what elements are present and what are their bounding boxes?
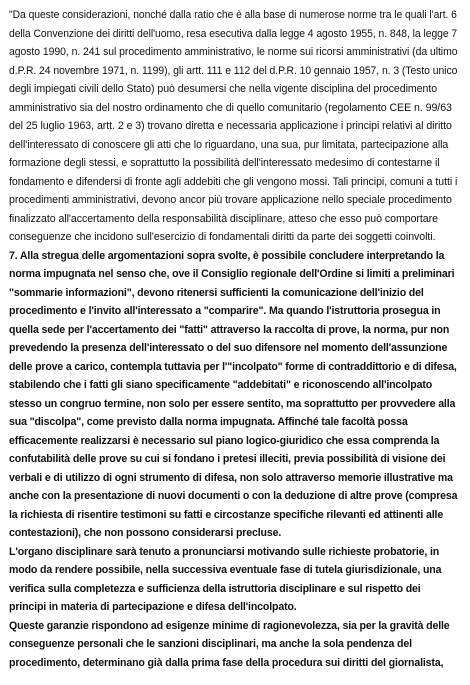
- text-line: Queste garanzie rispondono ad esigenze minime di ragionevolezza, sia per la gravità delle: [9, 619, 450, 632]
- text-line: del 25 luglio 1963, artt. 2 e 3) trovano diretta e necessaria applicazione i principi relativi al diritto: [9, 120, 452, 132]
- paragraph-garanzie: [9, 617, 457, 673]
- text-line: verbali e di utilizzo di ogni strumento di difesa, non solo attraverso memorie illustrative ma: [9, 471, 453, 484]
- text-line: fondamento e difendersi di fronte agli addebiti che gli vengono mossi. Tali principi, comuni a tutti i: [9, 175, 458, 188]
- text-line: verifica sulla completezza e sufficienza della istruttoria disciplinare e sul rispetto dei: [9, 582, 421, 595]
- text-line: prevedendo la presenza dell'interessato o del suo difensore nel momento dell'assunzione: [9, 342, 448, 354]
- text-line: stabilendo che i fatti gli siano specificamente "addebitati" e riconoscendo all'incolpato: [9, 379, 433, 391]
- paragraph-organo: [9, 543, 457, 617]
- text-line: 7. Alla stregua delle argomentazioni sopra svolte, è possibile concludere interpretando la: [9, 249, 445, 262]
- text-line: sua "discolpa", come previsto dalla norma impugnata. Affinché tale facoltà possa: [9, 416, 408, 428]
- text-line: stesso un congruo termine, non solo per essere sentito, ma soprattutto per provvedere alla: [9, 397, 456, 410]
- text-line: formazione degli stessi, e soprattutto la possibilità dell'interessato medesimo di contestarne il: [9, 157, 440, 169]
- text-line: delle prove a carico, contempla tuttavia per l'"incolpato" forme di contraddittorio e di difesa,: [9, 360, 457, 373]
- text-line: dell'interessato di conoscere gli atti che lo riguardano, una sua, pur limitata, partecipazione alla: [9, 138, 449, 151]
- text-line: procedimento e l'invito all'interessato a "comparire". Ma quando l'istruttoria prosegua in: [9, 305, 441, 317]
- text-line: principi in materia di partecipazione e difesa dell'incolpato.: [9, 601, 297, 613]
- text-line: degli impiegati civili dello Stato) può desumersi che nella vigente disciplina del procedimento: [9, 83, 438, 95]
- text-line: amministrativo sia del nostro ordinamento che di quello comunitario (regolamento CEE n. 99/63: [9, 101, 452, 114]
- text-line: L'organo disciplinare sarà tenuto a pronunciarsi motivando sulle richieste probatorie, in: [9, 545, 440, 558]
- text-line: "Da queste considerazioni, nonché dalla ratio che è alla base di numerose norme tra le quali l'art. 6: [9, 9, 457, 21]
- text-line: contestazioni), che non possono considerarsi precluse.: [9, 527, 282, 539]
- text-line: conseguenze che incidono sull'esercizio di fondamentali diritti da parte dei soggetti coinvolti.: [9, 231, 436, 243]
- text-line: procedimento, determinano già dalla prima fase della procedura sui diritti del giornalista,: [9, 656, 444, 669]
- text-line: modo da rendere possibile, nella successiva eventuale fase di tutela giurisdizionale, una: [9, 564, 442, 576]
- text-line: norma impugnata nel senso che, ove il Consiglio regionale dell'Ordine si limiti a preliminari: [9, 268, 455, 280]
- text-line: d.P.R. 24 novembre 1971, n. 1199), gli artt. 111 e 112 del d.P.R. 10 gennaio 1957, n. 3 (Testo unico: [9, 64, 458, 77]
- text-line: confutabilità delle prove su cui si fondano i pretesi illeciti, previa possibilità di visione dei: [9, 453, 446, 465]
- document-page: [9, 6, 457, 672]
- text-line: della Convenzione dei diritti dell'uomo, resa esecutiva dalla legge 4 agosto 1955, n. 848, la legge 7: [9, 27, 458, 40]
- text-line: la richiesta di risentire testimoni su fatti e circostanze specifiche rilevanti ed attinenti alle: [9, 508, 444, 521]
- text-line: anche con la presentazione di nuovi documenti o con la deduzione di altre prove (compresa: [9, 490, 458, 502]
- paragraph-quote: [9, 6, 457, 247]
- text-line: agosto 1990, n. 241 sul procedimento amministrativo, le norme sui ricorsi amministrativi (da ultimo: [9, 46, 458, 58]
- text-line: quella sede per l'accertamento dei "fatti" attraverso la raccolta di prove, la norma, pur non: [9, 323, 450, 336]
- text-line: finalizzato all'accertamento della responsabilità disciplinare, atteso che esso può comportare: [9, 212, 438, 225]
- text-line: procedimenti amministrativi, devono ancor più trovare applicazione nello speciale procedimento: [9, 194, 452, 206]
- text-line: conseguenze personali che le sanzioni disciplinari, ma anche la sola pendenza del: [9, 638, 412, 650]
- paragraph-point-7: [9, 247, 457, 543]
- text-line: "sommarie informazioni", devono ritenersi sufficienti la comunicazione dell'inizio del: [9, 286, 424, 299]
- text-line: efficacemente realizzarsi è necessario sul piano logico-giuridico che essa comprenda la: [9, 434, 440, 447]
